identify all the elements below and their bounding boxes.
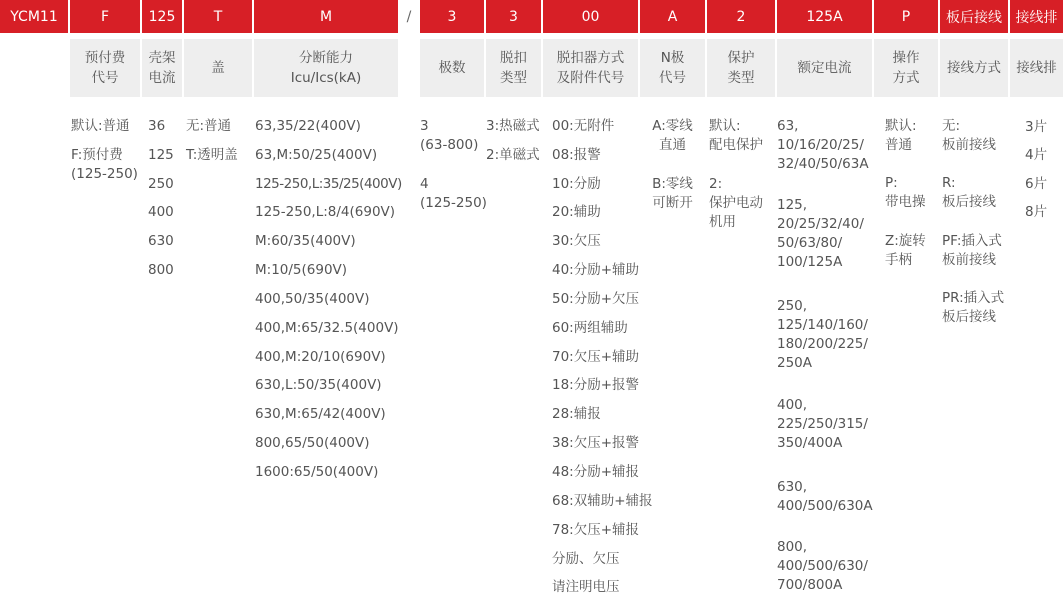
- accessory-option: 30:欠压: [552, 233, 601, 249]
- rated-current-line: 400/500/630/: [777, 558, 868, 574]
- accessory-option: 20:辅助: [552, 204, 601, 220]
- rated-current-line: 800,: [777, 539, 808, 555]
- subheader-wiring: [940, 39, 1008, 97]
- breaking-option: M:60/35(400V): [255, 233, 356, 249]
- subheader-line: 电流: [148, 70, 176, 86]
- operation-option-line: P:: [885, 175, 898, 191]
- subheader-line: 极数: [438, 60, 466, 76]
- accessory-option: 10:分励: [552, 176, 601, 192]
- poles-option-line: 4: [420, 176, 429, 192]
- trip-type-option: 2:单磁式: [486, 147, 540, 163]
- header-busbar: 接线排: [1010, 0, 1063, 33]
- header-wiring: 板后接线: [940, 0, 1008, 33]
- header-protection: 2: [707, 0, 775, 33]
- frame-current-option: 125: [148, 147, 174, 163]
- subheader-line: 保护: [727, 50, 755, 66]
- busbar-option: 3片: [1025, 119, 1048, 135]
- header-trip: 3: [486, 0, 541, 33]
- wiring-option: [942, 232, 1002, 270]
- wiring-option-line: 无:: [942, 118, 961, 134]
- rated-current-line: 125/140/160/: [777, 317, 868, 333]
- wiring-option-line: PF:插入式: [942, 233, 1002, 249]
- subheader-prepaid: [70, 39, 140, 97]
- header-cover: T: [184, 0, 252, 33]
- operation-option-line: Z:旋转: [885, 233, 926, 249]
- breaking-option: 125-250,L:8/4(690V): [255, 204, 396, 220]
- operation-option-line: 手柄: [885, 252, 912, 268]
- accessory-option: 18:分励+报警: [552, 377, 640, 393]
- breaking-option: 63,35/22(400V): [255, 118, 361, 134]
- breaking-option: 1600:65/50(400V): [255, 464, 379, 480]
- rated-current-option: [777, 196, 864, 272]
- subheader-line: 额定电流: [797, 60, 852, 76]
- frame-current-option: 36: [148, 118, 166, 134]
- frame-current-option: 630: [148, 233, 174, 249]
- protection-option: [709, 175, 763, 232]
- subheader-line: Icu/Ics(kA): [290, 70, 362, 86]
- rated-current-option: [777, 478, 873, 516]
- breaking-option: 63,M:50/25(400V): [255, 147, 378, 163]
- rated-current-line: 250A: [777, 355, 813, 371]
- subheader-line: 代号: [659, 70, 686, 86]
- subheader-line: 壳架: [148, 50, 176, 66]
- subheader-line: 方式: [892, 70, 920, 86]
- subheader-line: 分断能力: [299, 50, 353, 66]
- rated-current-line: 400/500/630A: [777, 498, 873, 514]
- rated-current-option: [777, 117, 869, 174]
- header-breaking: M: [254, 0, 398, 33]
- n-pole-option: [640, 175, 705, 213]
- operation-option: [885, 117, 917, 155]
- subheader-breaking: [254, 39, 398, 97]
- wiring-option: [942, 174, 996, 212]
- poles-option: [420, 117, 478, 155]
- wiring-option: [942, 117, 996, 155]
- cover-option: 无:普通: [186, 118, 232, 134]
- busbar-option: 8片: [1025, 204, 1048, 220]
- breaking-option: 630,M:65/42(400V): [255, 406, 386, 422]
- subheader-busbar: [1010, 39, 1063, 97]
- rated-current-line: 350/400A: [777, 435, 843, 451]
- cover-option: T:透明盖: [186, 147, 238, 163]
- accessory-option: 60:两组辅助: [552, 320, 628, 336]
- rated-current-line: 32/40/50/63A: [777, 156, 869, 172]
- subheader-line: 盖: [211, 60, 225, 76]
- busbar-option: 6片: [1025, 176, 1048, 192]
- rated-current-line: 10/16/20/25/: [777, 137, 864, 153]
- prepaid-option: [71, 117, 130, 136]
- breaking-option: M:10/5(690V): [255, 262, 348, 278]
- accessory-option: 40:分励+辅助: [552, 262, 640, 278]
- header-poles: 3: [420, 0, 484, 33]
- rated-current-line: 250,: [777, 298, 808, 314]
- accessory-option: 38:欠压+报警: [552, 435, 640, 451]
- subheader-line: 脱扣: [500, 50, 527, 66]
- breaking-option: 400,M:65/32.5(400V): [255, 320, 399, 336]
- accessory-option: 68:双辅助+辅报: [552, 493, 653, 509]
- breaking-option: 630,L:50/35(400V): [255, 377, 382, 393]
- wiring-option-line: R:: [942, 175, 956, 191]
- accessory-option: 70:欠压+辅助: [552, 349, 640, 365]
- wiring-option-line: 板后接线: [942, 194, 996, 210]
- rated-current-line: 20/25/32/40/: [777, 216, 864, 232]
- accessory-option: 分励、欠压: [552, 551, 620, 567]
- subheader-line: 脱扣器方式: [556, 50, 625, 66]
- header-n-pole: A: [640, 0, 705, 33]
- poles-option: [420, 175, 487, 213]
- operation-option-line: 带电操: [885, 194, 926, 210]
- subheader-poles: [420, 39, 484, 97]
- subheader-line: 及附件代号: [556, 70, 625, 86]
- subheader-protection: [707, 39, 775, 97]
- subheader-line: 预付费: [84, 50, 126, 66]
- subheader-line: 接线方式: [947, 60, 1001, 76]
- frame-current-option: 400: [148, 204, 174, 220]
- rated-current-line: 63,: [777, 118, 799, 134]
- rated-current-line: 180/200/225/: [777, 336, 868, 352]
- prepaid-option-line: F:预付费: [71, 147, 123, 163]
- accessory-option: 50:分励+欠压: [552, 291, 640, 307]
- rated-current-line: 700/800A: [777, 577, 843, 593]
- trip-type-option: 3:热磁式: [486, 118, 540, 134]
- accessory-option: 08:报警: [552, 147, 601, 163]
- breaking-option: 400,M:20/10(690V): [255, 349, 386, 365]
- rated-current-option: [777, 538, 868, 595]
- rated-current-line: 400,: [777, 397, 808, 413]
- n-pole-option-line: A:零线: [652, 118, 693, 134]
- header-slash: /: [406, 8, 412, 25]
- accessory-option: 请注明电压: [552, 579, 620, 595]
- rated-current-line: 50/63/80/: [777, 235, 843, 251]
- operation-option-line: 普通: [885, 137, 912, 153]
- prepaid-option: [71, 146, 138, 184]
- rated-current-line: 100/125A: [777, 254, 843, 270]
- subheader-operation: [874, 39, 938, 97]
- subheader-cover: [184, 39, 252, 97]
- accessory-option: 00:无附件: [552, 118, 615, 134]
- wiring-option-line: 板后接线: [942, 309, 996, 325]
- subheader-line: 类型: [727, 70, 755, 86]
- subheader-line: 代号: [91, 70, 119, 86]
- wiring-option: [942, 289, 1004, 327]
- n-pole-option-line: B:零线: [652, 176, 693, 192]
- breaking-option: 800,65/50(400V): [255, 435, 370, 451]
- subheader-n-pole: [640, 39, 705, 97]
- operation-option-line: 默认:: [885, 118, 917, 134]
- n-pole-option: [640, 117, 705, 155]
- subheader-line: 操作: [892, 50, 920, 66]
- header-accessories: 00: [543, 0, 638, 33]
- rated-current-line: 630,: [777, 479, 808, 495]
- wiring-option-line: 板前接线: [942, 252, 996, 268]
- subheader-line: 接线排: [1016, 60, 1057, 76]
- accessory-option: 78:欠压+辅报: [552, 522, 640, 538]
- protection-option: [709, 117, 763, 155]
- protection-option-line: 机用: [709, 214, 736, 230]
- protection-option-line: 配电保护: [709, 137, 763, 153]
- breaking-option: 125-250,L:35/25(400V): [255, 176, 402, 192]
- rated-current-line: 125,: [777, 197, 808, 213]
- subheader-trip: [486, 39, 541, 97]
- prepaid-option-line: 默认:普通: [71, 118, 130, 134]
- header-operation: P: [874, 0, 938, 33]
- rated-current-option: [777, 297, 868, 373]
- protection-option-line: 2:: [709, 176, 723, 192]
- subheader-line: N极: [660, 50, 685, 66]
- subheader-accessories: [543, 39, 638, 97]
- rated-current-option: [777, 396, 868, 453]
- operation-option: [885, 174, 926, 212]
- poles-option-line: 3: [420, 118, 429, 134]
- header-rated: 125A: [777, 0, 872, 33]
- poles-option-line: (63-800): [420, 137, 479, 153]
- subheader-line: 类型: [500, 70, 527, 86]
- breaking-option: 400,50/35(400V): [255, 291, 370, 307]
- busbar-option: 4片: [1025, 147, 1048, 163]
- header-frame: 125: [142, 0, 182, 33]
- frame-current-option: 800: [148, 262, 174, 278]
- wiring-option-line: 板前接线: [942, 137, 996, 153]
- prepaid-option-line: (125-250): [71, 166, 138, 182]
- operation-option: [885, 232, 926, 270]
- protection-option-line: 保护电动: [709, 195, 763, 211]
- accessory-option: 28:辅报: [552, 406, 601, 422]
- protection-option-line: 默认:: [709, 118, 741, 134]
- poles-option-line: (125-250): [420, 195, 487, 211]
- n-pole-option-line: 直通: [659, 137, 686, 153]
- header-series: YCM11: [0, 0, 68, 33]
- accessory-option: 48:分励+辅报: [552, 464, 640, 480]
- n-pole-option-line: 可断开: [652, 195, 693, 211]
- subheader-rated: [777, 39, 872, 97]
- wiring-option-line: PR:插入式: [942, 290, 1005, 306]
- header-prepaid: F: [70, 0, 140, 33]
- rated-current-line: 225/250/315/: [777, 416, 868, 432]
- frame-current-option: 250: [148, 176, 174, 192]
- subheader-frame: [142, 39, 182, 97]
